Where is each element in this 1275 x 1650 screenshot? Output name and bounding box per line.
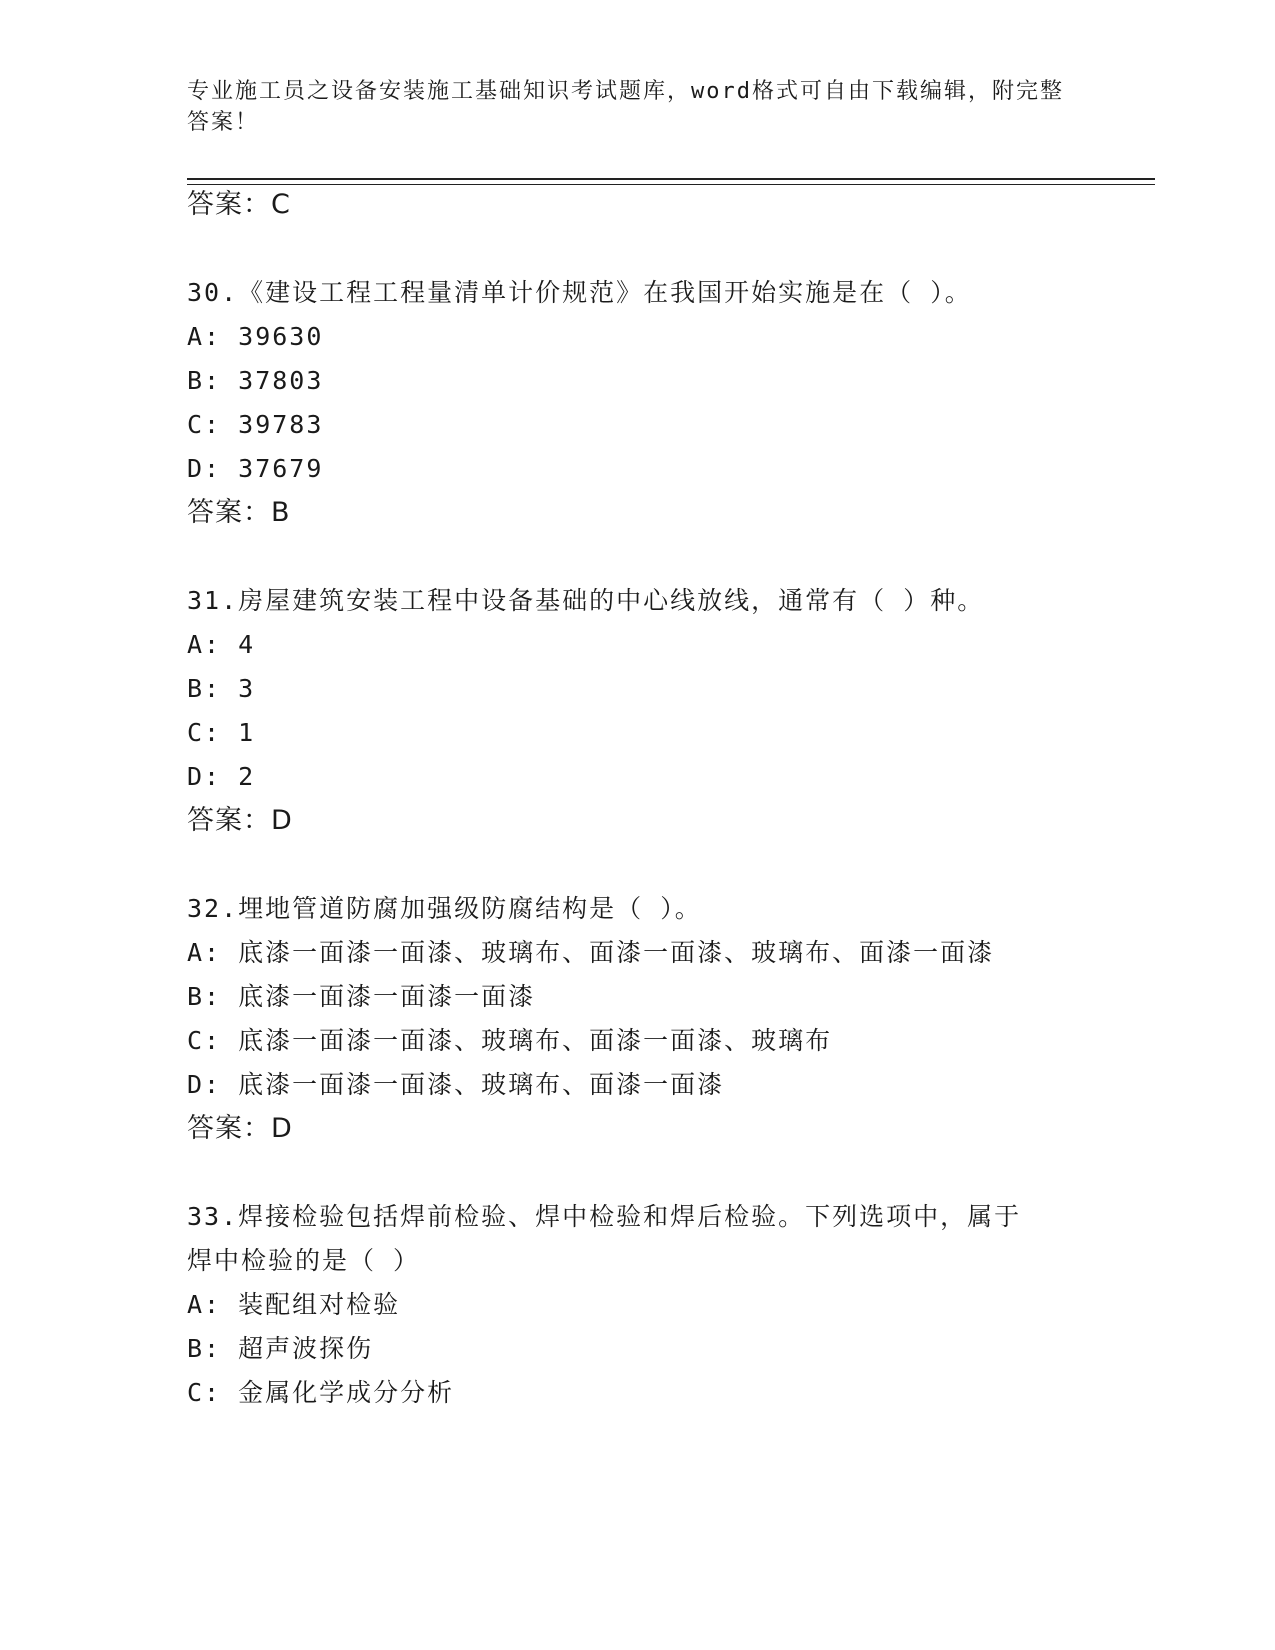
answer-30: 答案：B	[187, 497, 291, 528]
question-32-option-d: D: 底漆一面漆一面漆、玻璃布、面漆一面漆	[187, 1070, 725, 1099]
question-30-option-a: A: 39630	[187, 322, 324, 351]
question-31-option-c: C: 1	[187, 718, 256, 747]
answer-29: 答案：C	[187, 189, 291, 220]
header-divider-thick	[187, 178, 1155, 180]
question-33-option-b: B: 超声波探伤	[187, 1334, 374, 1363]
question-30-option-c: C: 39783	[187, 410, 324, 439]
question-33-stem-line-1: 33.焊接检验包括焊前检验、焊中检验和焊后检验。下列选项中，属于	[187, 1202, 1022, 1231]
answer-31: 答案：D	[187, 805, 293, 836]
question-30-option-b: B: 37803	[187, 366, 324, 395]
question-33-stem-line-2: 焊中检验的是（ ）	[187, 1246, 421, 1275]
question-30-stem: 30.《建设工程工程量清单计价规范》在我国开始实施是在（ ）。	[187, 278, 972, 307]
question-32-stem: 32.埋地管道防腐加强级防腐结构是（ ）。	[187, 894, 702, 923]
document-header: 专业施工员之设备安装施工基础知识考试题库，word格式可自由下载编辑，附完整答案！	[187, 79, 1064, 135]
question-32-option-b: B: 底漆一面漆一面漆一面漆	[187, 982, 536, 1011]
question-33-option-a: A: 装配组对检验	[187, 1290, 401, 1319]
header-divider-thin	[187, 184, 1155, 185]
question-30-option-d: D: 37679	[187, 454, 324, 483]
question-31-option-d: D: 2	[187, 762, 256, 791]
question-32-option-a: A: 底漆一面漆一面漆、玻璃布、面漆一面漆、玻璃布、面漆一面漆	[187, 938, 995, 967]
question-33-option-c: C: 金属化学成分分析	[187, 1378, 455, 1407]
question-31-option-a: A: 4	[187, 630, 256, 659]
question-32-option-c: C: 底漆一面漆一面漆、玻璃布、面漆一面漆、玻璃布	[187, 1026, 833, 1055]
question-31-stem: 31.房屋建筑安装工程中设备基础的中心线放线，通常有（ ）种。	[187, 586, 985, 615]
question-31-option-b: B: 3	[187, 674, 256, 703]
answer-32: 答案：D	[187, 1113, 293, 1144]
